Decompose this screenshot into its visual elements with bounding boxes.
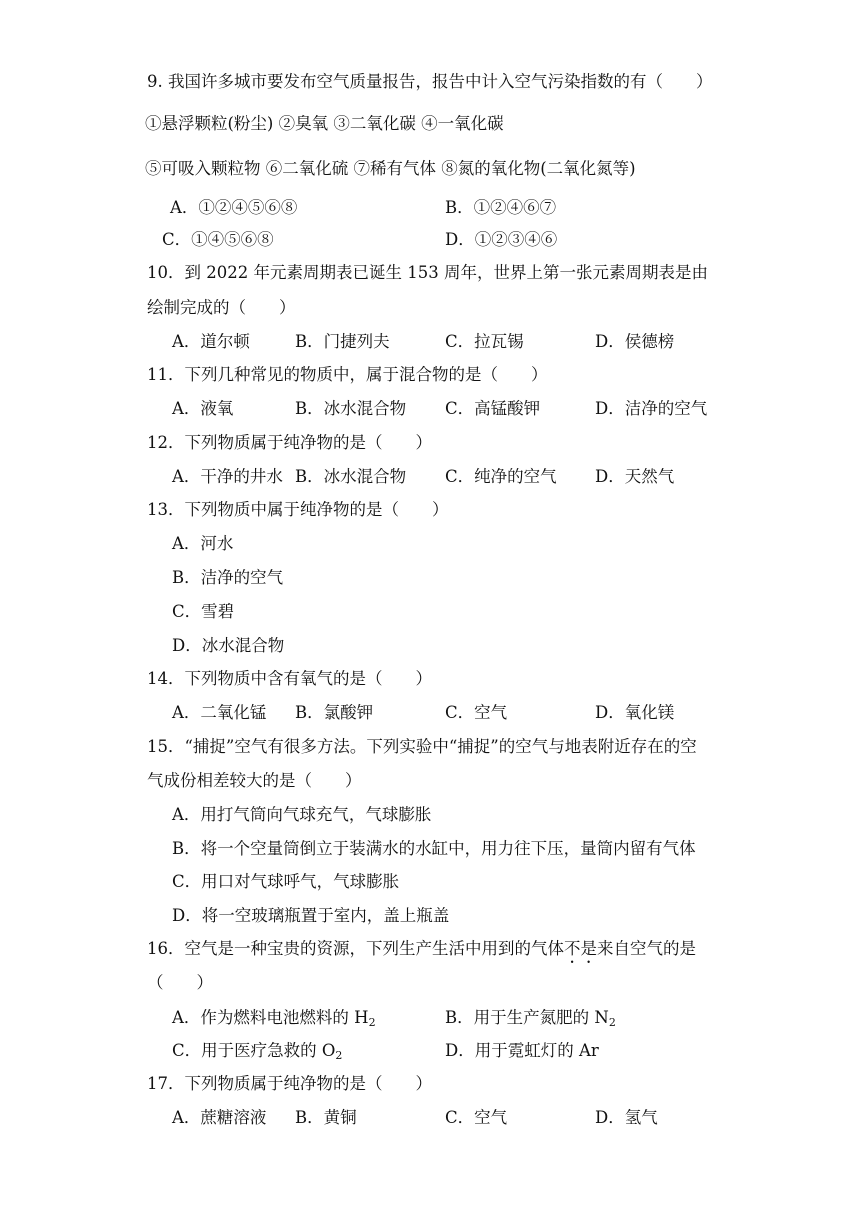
q17-stem: 17．下列物质属于纯净物的是（ ） — [147, 1074, 432, 1093]
q11-option-d: D．洁净的空气 — [595, 399, 708, 418]
q16-option-b — [445, 1007, 616, 1029]
q16-stem-emphasis: 不是 — [564, 939, 597, 958]
q16-stem-pre: 16．空气是一种宝贵的资源，下列生产生活中用到的气体 — [147, 939, 564, 958]
q13-option-c: C．雪碧 — [172, 602, 235, 621]
q16-option-a-sub: 2 — [368, 1016, 376, 1029]
q10-option-b: B．门捷列夫 — [295, 332, 390, 351]
q12-option-a: A．干净的井水 — [172, 467, 283, 486]
q11-stem: 11．下列几种常见的物质中，属于混合物的是（ ） — [147, 365, 548, 384]
q14-stem: 14．下列物质中含有氧气的是（ ） — [147, 669, 432, 688]
q10-option-a: A．道尔顿 — [172, 332, 250, 351]
q16-option-c-sub: 2 — [335, 1049, 343, 1062]
q17-option-d: D．氢气 — [595, 1108, 658, 1127]
q16-stem-line2: （ ） — [147, 973, 213, 992]
q14-option-d: D．氧化镁 — [595, 703, 675, 722]
q15-option-d: D．将一空玻璃瓶置于室内，盖上瓶盖 — [172, 906, 450, 925]
q9-items-line2: ⑤可吸入颗粒物 ⑥二氧化硫 ⑦稀有气体 ⑧氮的氧化物(二氧化氮等) — [145, 159, 636, 178]
q14-option-a: A．二氧化锰 — [172, 703, 267, 722]
q16-option-c — [172, 1040, 342, 1062]
q12-stem: 12．下列物质属于纯净物的是（ ） — [147, 433, 432, 452]
q13-stem: 13．下列物质中属于纯净物的是（ ） — [147, 500, 449, 519]
q10-option-c: C．拉瓦锡 — [445, 332, 524, 351]
q9-option-b: B．①②④⑥⑦ — [445, 198, 557, 217]
q14-option-c: C．空气 — [445, 703, 508, 722]
q16-option-a — [172, 1007, 376, 1029]
q10-option-d: D．侯德榜 — [595, 332, 675, 351]
q17-option-a: A．蔗糖溶液 — [172, 1108, 267, 1127]
q16-option-d-text: D．用于霓虹灯的 Ar — [445, 1041, 599, 1060]
q9-items-line1: ①悬浮颗粒(粉尘) ②臭氧 ③二氧化碳 ④一氧化碳 — [145, 114, 504, 133]
q11-option-b: B．冰水混合物 — [295, 399, 407, 418]
q9-option-d: D．①②③④⑥ — [445, 230, 558, 249]
q15-option-c: C．用口对气球呼气，气球膨胀 — [172, 872, 400, 891]
q10-stem-line1: 10．到 2022 年元素周期表已诞生 153 周年，世界上第一张元素周期表是由 — [147, 263, 708, 282]
q12-option-b: B．冰水混合物 — [295, 467, 407, 486]
q12-option-c: C．纯净的空气 — [445, 467, 557, 486]
q15-stem-line1: 15．“捕捉”空气有很多方法。下列实验中“捕捉”的空气与地表附近存在的空 — [147, 737, 697, 756]
q13-option-d: D．冰水混合物 — [172, 636, 285, 655]
q11-option-c: C．高锰酸钾 — [445, 399, 541, 418]
q15-option-a: A．用打气筒向气球充气，气球膨胀 — [172, 805, 432, 824]
q15-stem-line2: 气成份相差较大的是（ ） — [147, 771, 362, 790]
q14-option-b: B．氯酸钾 — [295, 703, 374, 722]
q16-option-b-text: B．用于生产氮肥的 N — [445, 1008, 609, 1027]
q9-option-a: A．①②④⑤⑥⑧ — [170, 198, 298, 217]
q9-option-c: C．①④⑤⑥⑧ — [162, 230, 274, 249]
q16-option-a-text: A．作为燃料电池燃料的 H — [172, 1008, 369, 1027]
q9-stem: 9. 我国许多城市要发布空气质量报告，报告中计入空气污染指数的有（ ） — [147, 72, 713, 91]
q13-option-a: A．河水 — [172, 534, 234, 553]
q16-stem-post: 来自空气的是 — [597, 939, 696, 958]
q16-stem-line1 — [147, 938, 696, 967]
q15-option-b: B．将一个空量筒倒立于装满水的水缸中，用力往下压，量筒内留有气体 — [172, 839, 696, 858]
q10-stem-line2: 绘制完成的（ ） — [147, 298, 296, 317]
q13-option-b: B．洁净的空气 — [172, 568, 284, 587]
q17-option-b: B．黄铜 — [295, 1108, 357, 1127]
q11-option-a: A．液氧 — [172, 399, 234, 418]
q17-option-c: C．空气 — [445, 1108, 508, 1127]
q12-option-d: D．天然气 — [595, 467, 675, 486]
q16-option-d — [445, 1040, 599, 1062]
q16-option-c-text: C．用于医疗急救的 O — [172, 1041, 336, 1060]
q16-option-b-sub: 2 — [608, 1016, 616, 1029]
